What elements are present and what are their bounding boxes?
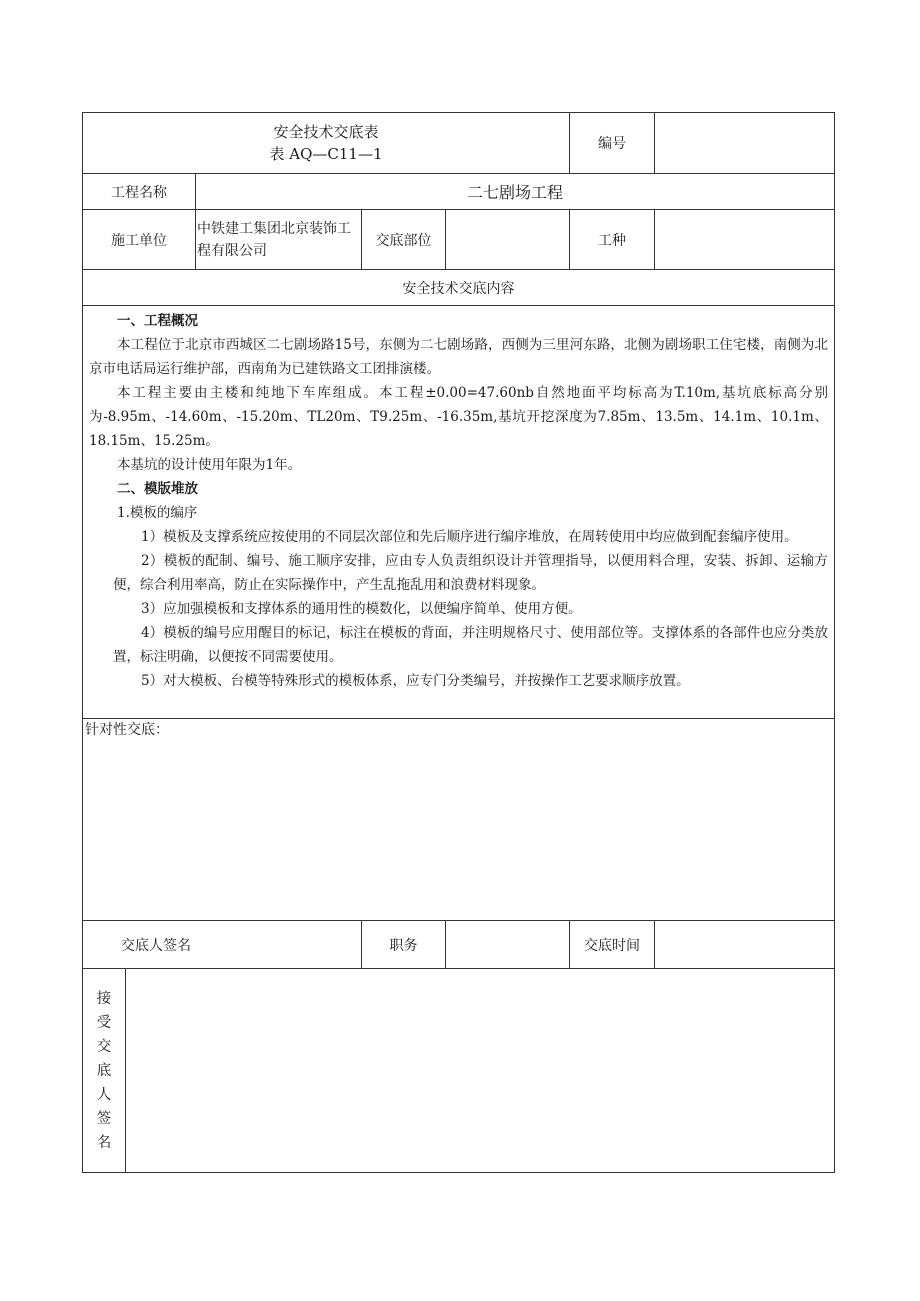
number-value <box>655 113 834 173</box>
project-name-value: 二七剧场工程 <box>466 183 563 202</box>
section-1-paragraph: 本工程主要由主楼和纯地下车库组成。本工程±0.00=47.60nb自然地面平均标高为T.10m,基坑底标高分别为-8.95m、-14.60m、-15.20m、TL20m、T9.25m、-16.35m,基坑开挖深度为7.85m、13.5m、14.1m、10.1m、18.15m、15.25m。 <box>89 385 828 449</box>
section-1-paragraph: 本基坑的设计使用年限为1年。 <box>117 457 302 473</box>
project-name-label: 工程名称 <box>111 184 167 201</box>
receiver-label-char: 名 <box>96 1134 112 1151</box>
receiver-signature-area[interactable] <box>126 969 834 1172</box>
specific-briefing-label: 针对性交底： <box>85 722 169 738</box>
receiver-label-char: 受 <box>96 1014 112 1031</box>
receiver-label-char: 人 <box>96 1086 112 1103</box>
safety-briefing-form <box>82 112 835 1173</box>
number-label: 编号 <box>598 136 626 152</box>
section-2-title: 二、模版堆放 <box>117 481 198 497</box>
receiver-label-char: 底 <box>96 1062 112 1079</box>
section-2-subtitle: 1.模板的编序 <box>117 505 198 521</box>
receiver-label-char: 接 <box>96 990 112 1007</box>
section-2-item: 4）模板的编号应用醒目的标记，标注在模板的背面，并注明规格尺寸、使用部位等。支撑体系的各部件也应分类放置，标注明确，以便按不同需要使用。 <box>113 625 828 665</box>
form-title: 安全技术交底表 <box>273 123 379 141</box>
content-heading: 安全技术交底内容 <box>402 280 515 297</box>
trade-value <box>655 210 834 269</box>
briefing-content <box>89 309 828 718</box>
form-code: 表 AQ—C11—1 <box>269 145 383 163</box>
position-label: 职务 <box>389 937 418 954</box>
giver-signature-label: 交底人签名 <box>121 937 191 954</box>
form-title-block <box>83 113 569 173</box>
receiver-label-char: 签 <box>96 1110 112 1127</box>
section-2-item: 5）对大模板、台模等特殊形式的模板体系，应专门分类编号，并按操作工艺要求顺序放置。 <box>141 673 690 689</box>
receiver-label-char: 交 <box>96 1038 112 1055</box>
section-1-paragraph: 本工程位于北京市西城区二七剧场路15号，东侧为二七剧场路，西侧为三里河东路，北侧为剧场职工住宅楼，南侧为北京市电话局运行维护部，西南角为已建铁路文工团排演楼。 <box>89 337 828 377</box>
section-1-title: 一、工程概况 <box>117 313 198 329</box>
construction-unit-label: 施工单位 <box>111 232 167 249</box>
construction-unit-value: 中铁建工集团北京装饰工程有限公司 <box>197 220 351 259</box>
row-divider <box>83 305 834 306</box>
briefing-part-label: 交底部位 <box>375 232 432 249</box>
briefing-time-label: 交底时间 <box>584 937 640 954</box>
briefing-time-value <box>655 921 834 968</box>
receiver-signature-label <box>83 969 125 1172</box>
position-value <box>446 921 569 968</box>
trade-label: 工种 <box>598 232 626 249</box>
section-2-item: 3）应加强模板和支撑体系的通用性的模数化，以便编序简单、使用方便。 <box>141 601 582 617</box>
section-2-item: 1）模板及支撑系统应按使用的不同层次部位和先后顺序进行编序堆放，在周转使用中均应做到配套编序使用。 <box>141 529 798 545</box>
section-2-item: 2）模板的配制、编号、施工顺序安排，应由专人负责组织设计并管理指导，以便用料合理，安装、拆卸、运输方便，综合利用率高，防止在实际操作中，产生乱拖乱用和浪费材料现象。 <box>113 553 828 593</box>
briefing-part-value <box>446 210 569 269</box>
